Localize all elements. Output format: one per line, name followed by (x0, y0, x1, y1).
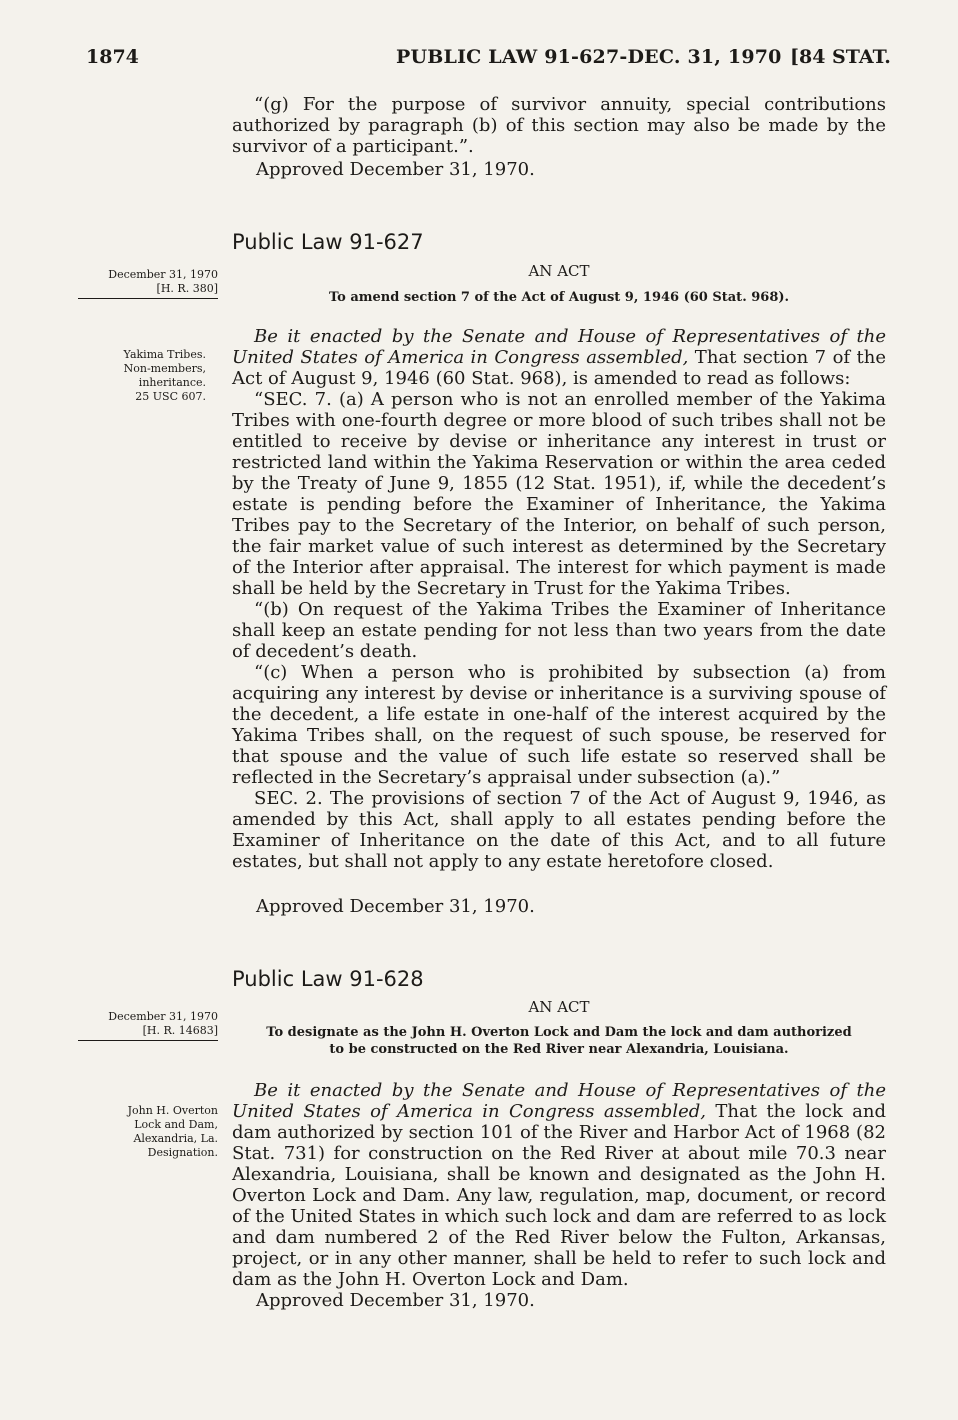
law-628-act-label: AN ACT (528, 998, 590, 1016)
carryover-approved: Approved December 31, 1970. (256, 159, 535, 180)
law-628-date: December 31, 1970 (108, 1010, 218, 1023)
running-title: PUBLIC LAW 91-627-DEC. 31, 1970 (396, 46, 782, 68)
law-627-body (232, 326, 886, 872)
law-627-act-subtitle: To amend section 7 of the Act of August 9, 1946 (60 Stat. 968). (328, 290, 790, 305)
margin-note: Yakima Tribes. (123, 348, 206, 361)
law-627-act-label: AN ACT (528, 262, 590, 280)
section-7c: “(c) When a person who is prohibited by subsection (a) from acquiring any interest by devise or inheritance is a surviving spouse of the decedent, a life estate in one-half of the interest acquired by the Yakima Tribes shall, on the request of such spouse, be reserved for that spouse and the value of such life estate so reserved shall be reflected in the Secretary’s appraisal under subsection (a).” (232, 662, 886, 788)
enacting-rest: That the lock and dam authorized by section 101 of the River and Harbor Act of 1968 (82 Stat. 731) for construction on the Red River at about mile 70.3 near Alexandria, Louisiana, shall be known and designated as the John H. Overton Lock and Dam. Any law, regulation, map, document, or record of the United States in which such lock and dam are referred to as lock and dam numbered 2 of the Red River below the Fulton, Arkansas, project, or in any other manner, shall be held to refer to such lock and dam as the John H. Overton Lock and Dam. (232, 1101, 887, 1290)
margin-note: 25 USC 607. (135, 390, 206, 403)
law-628-act-subtitle (232, 1024, 886, 1058)
law-627-approved: Approved December 31, 1970. (256, 896, 535, 917)
law-628-subtitle-line-1: To designate as the John H. Overton Lock and Dam the lock and dam authorized (266, 1025, 852, 1040)
margin-note: Non-members, (123, 362, 206, 375)
page-number: 1874 (86, 46, 139, 68)
margin-note: inheritance. (138, 376, 206, 389)
margin-rule (78, 1040, 218, 1041)
law-628-margin-notes (78, 1104, 218, 1160)
margin-note: Alexandria, La. (133, 1132, 218, 1145)
enacting-clause (232, 1080, 886, 1290)
margin-rule (78, 298, 218, 299)
margin-note: Designation. (147, 1146, 218, 1159)
law-627-title: Public Law 91-627 (232, 230, 424, 254)
running-header (0, 46, 958, 76)
law-628-title: Public Law 91-628 (232, 967, 424, 991)
law-627-date: December 31, 1970 (108, 268, 218, 281)
section-7a: “SEC. 7. (a) A person who is not an enrolled member of the Yakima Tribes with one-fourth degree or more blood of such tribes shall not be entitled to receive by devise or inheritance any interest in trust or restricted land within the Yakima Reservation or within the area ceded by the Treaty of June 9, 1855 (12 Stat. 1951), if, while the decedent’s estate is pending before the Examiner of Inheritance, the Yakima Tribes pay to the Secretary of the Interior, on behalf of such person, the fair market value of such interest as determined by the Secretary of the Interior after appraisal. The interest for which payment is made shall be held by the Secretary in Trust for the Yakima Tribes. (232, 389, 886, 599)
bleed-through-mark (84, 252, 204, 264)
margin-note: John H. Overton (127, 1104, 218, 1117)
carryover-paragraph: “(g) For the purpose of survivor annuity, special contributions authorized by paragraph (b) of this section may also be made by the survivor of a participant.”. (232, 94, 886, 157)
volume-label: [84 STAT. (790, 46, 891, 68)
law-628-subtitle-line-2: to be constructed on the Red River near Alexandria, Louisiana. (329, 1042, 789, 1057)
enacting-rest: That section 7 of the Act of August 9, 1946 (60 Stat. 968), is amended to read as follows: (232, 347, 886, 389)
law-628-approved: Approved December 31, 1970. (256, 1290, 535, 1311)
law-628-bill: [H. R. 14683] (142, 1024, 218, 1037)
law-627-margin-notes (66, 348, 206, 404)
enacting-clause (232, 326, 886, 389)
law-628-margin-date (78, 1010, 218, 1041)
section-7b: “(b) On request of the Yakima Tribes the Examiner of Inheritance shall keep an estate pending for not less than two years from the date of decedent’s death. (232, 599, 886, 662)
enacting-italic: Be it enacted by the Senate and House of Representatives of the United States of America in Congress assembled, (232, 1080, 886, 1122)
carryover-section (232, 94, 886, 157)
law-627-margin-date (78, 268, 218, 299)
section-2: SEC. 2. The provisions of section 7 of the Act of August 9, 1946, as amended by this Act, shall apply to all estates pending before the Examiner of Inheritance on the date of this Act, and to all future estates, but shall not apply to any estate heretofore closed. (232, 788, 886, 872)
margin-note: Lock and Dam, (134, 1118, 218, 1131)
law-628-body (232, 1080, 886, 1290)
enacting-italic: Be it enacted by the Senate and House of Representatives of the United States of America in Congress assembled, (232, 326, 886, 368)
law-627-bill: [H. R. 380] (156, 282, 218, 295)
